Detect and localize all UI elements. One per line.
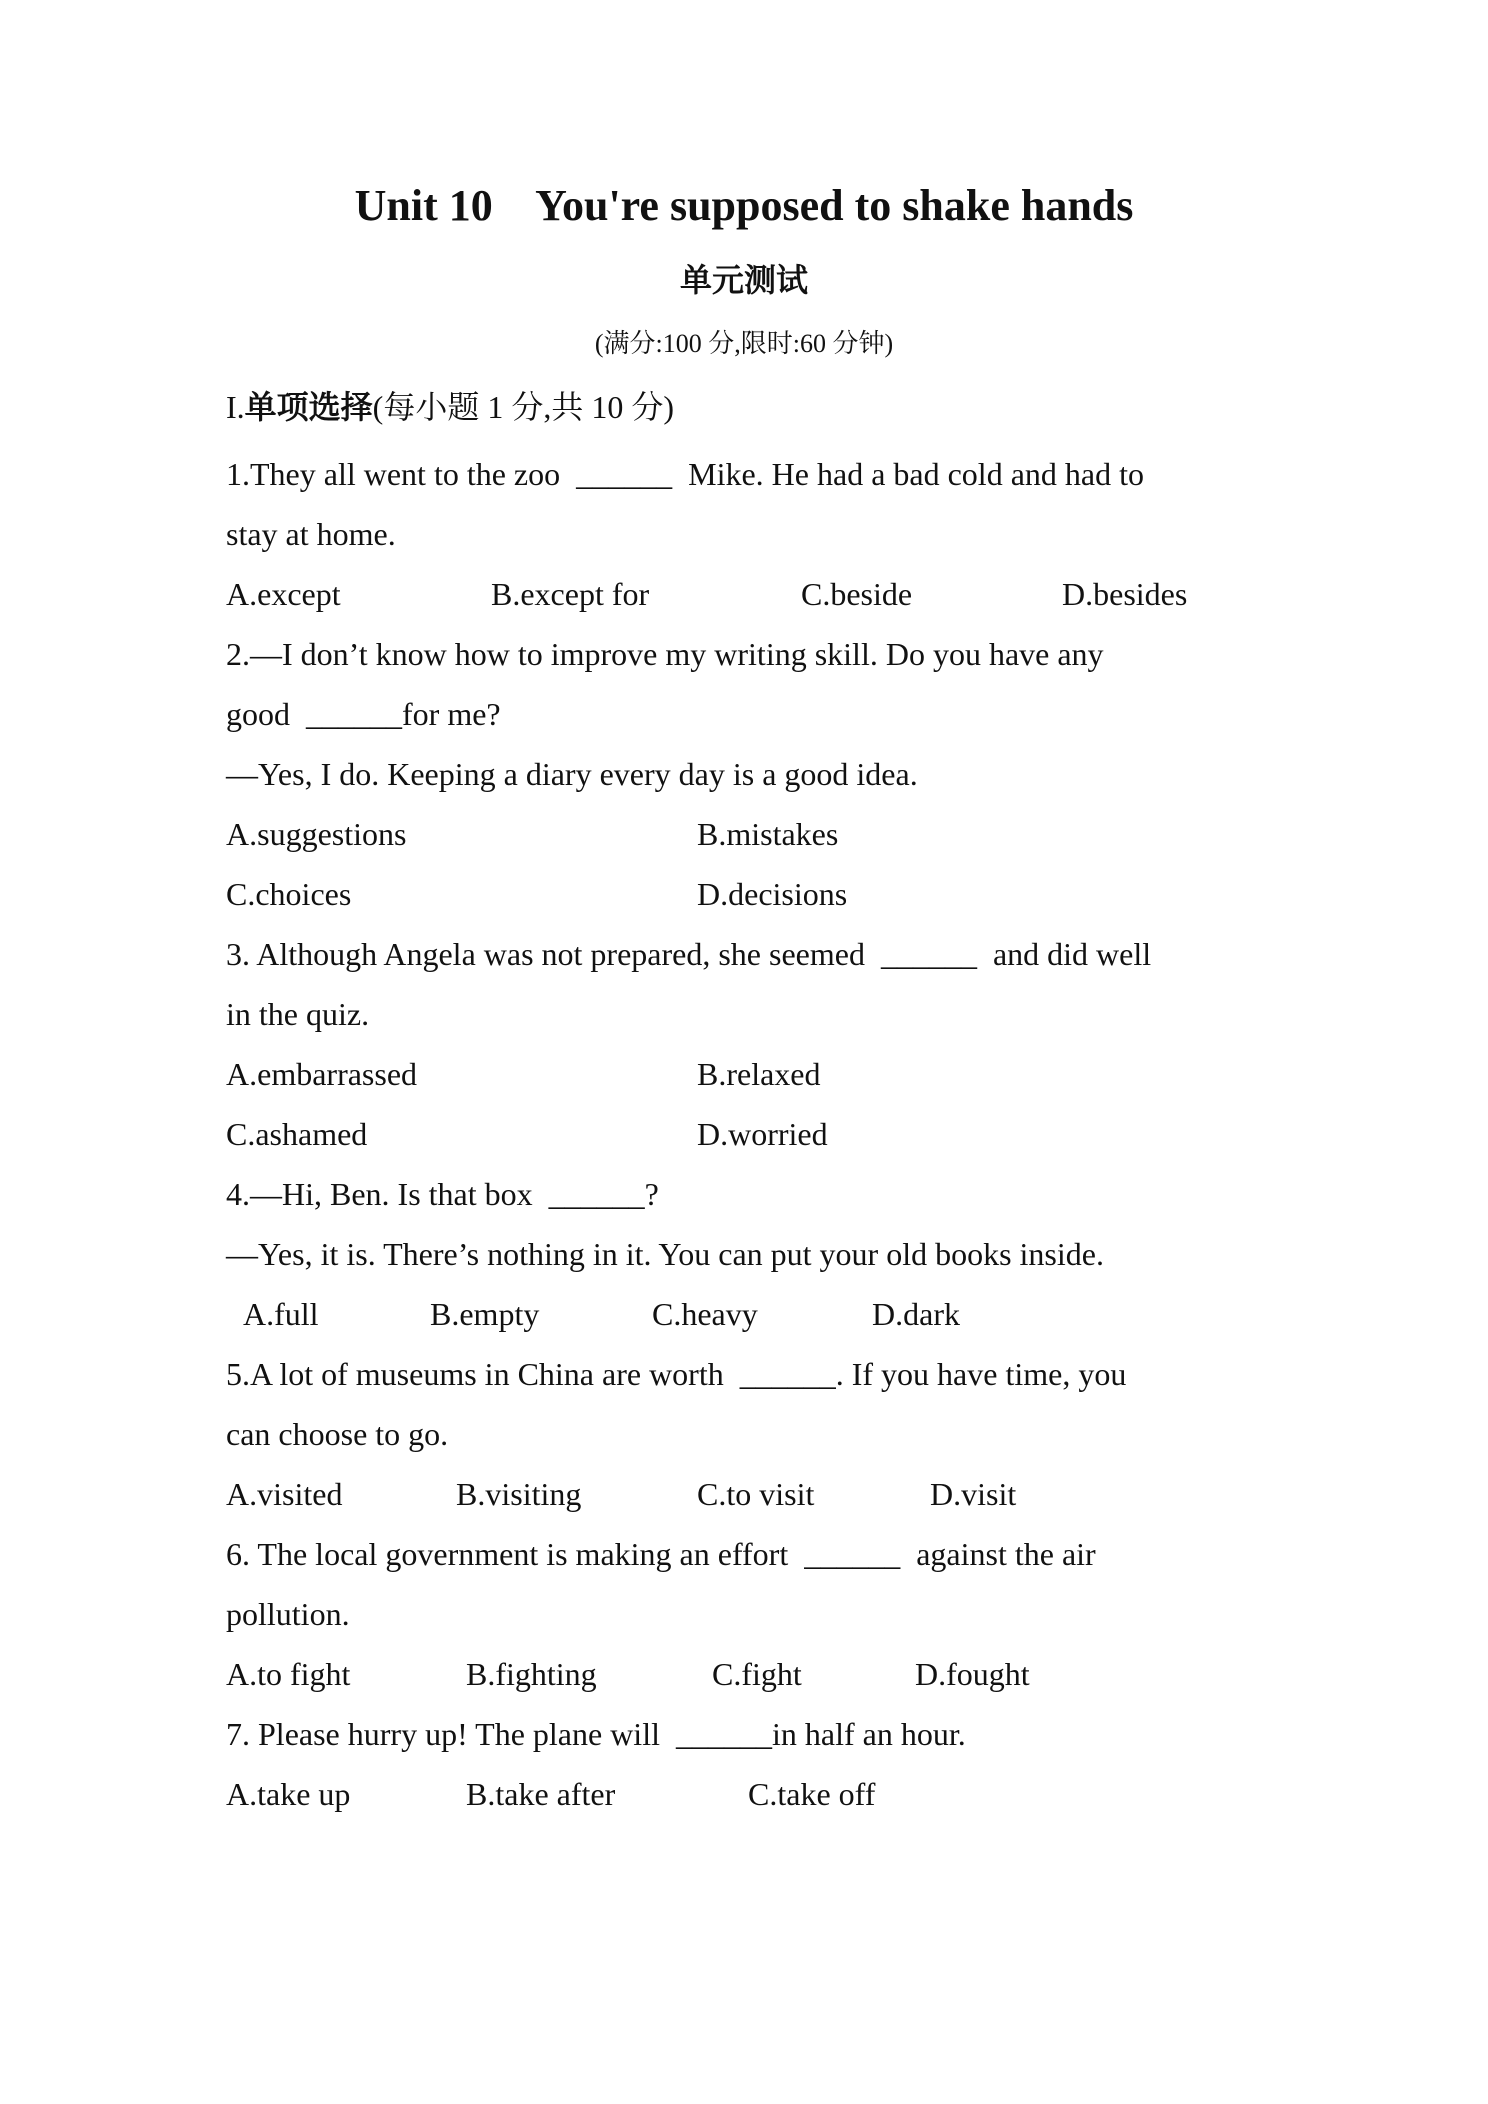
question-3-option-a: A.embarrassed — [226, 1056, 418, 1092]
section-number: I. — [226, 389, 245, 425]
question-2-option-c: C.choices — [226, 876, 352, 912]
question-3-option-b: B.relaxed — [697, 1056, 821, 1092]
section-heading — [226, 385, 674, 429]
question-3-option-d: D.worried — [697, 1116, 828, 1152]
section-note: (每小题 1 分,共 10 分) — [372, 389, 674, 425]
question-6-option-c: C.fight — [712, 1656, 802, 1692]
question-2-line-1: 2.—I don’t know how to improve my writing skill. Do you have any — [226, 636, 1104, 672]
question-4-option-a: A.full — [243, 1296, 319, 1332]
question-6-option-b: B.fighting — [466, 1656, 597, 1692]
question-7-option-b: B.take after — [466, 1776, 616, 1812]
question-4-line-2: —Yes, it is. There’s nothing in it. You can put your old books inside. — [226, 1236, 1104, 1272]
question-1-option-d: D.besides — [1062, 576, 1188, 612]
question-5-option-d: D.visit — [930, 1476, 1017, 1512]
section-title: 单项选择 — [244, 389, 373, 425]
question-3-line-1: 3. Although Angela was not prepared, she seemed ______ and did well — [226, 936, 1152, 972]
question-6-line-2: pollution. — [226, 1596, 350, 1632]
question-3-option-c: C.ashamed — [226, 1116, 368, 1152]
question-1-option-a: A.except — [226, 576, 341, 612]
question-2-option-d: D.decisions — [697, 876, 848, 912]
question-4-option-d: D.dark — [872, 1296, 960, 1332]
question-2-option-a: A.suggestions — [226, 816, 407, 852]
question-1-option-b: B.except for — [491, 576, 650, 612]
question-7-option-c: C.take off — [748, 1776, 876, 1812]
question-2-line-3: —Yes, I do. Keeping a diary every day is a good idea. — [226, 756, 918, 792]
question-1-option-c: C.beside — [801, 576, 913, 612]
question-2-line-2: good ______for me? — [226, 696, 501, 732]
question-7-option-a: A.take up — [226, 1776, 351, 1812]
question-1-line-2: stay at home. — [226, 516, 396, 552]
question-7-line-1: 7. Please hurry up! The plane will ______in half an hour. — [226, 1716, 966, 1752]
question-6-line-1: 6. The local government is making an effort ______ against the air — [226, 1536, 1096, 1572]
question-5-line-1: 5.A lot of museums in China are worth ______. If you have time, you — [226, 1356, 1127, 1392]
document-subtitle: 单元测试 — [679, 262, 808, 298]
question-4-line-1: 4.—Hi, Ben. Is that box ______? — [226, 1176, 659, 1212]
scoring-info: (满分:100 分,限时:60 分钟) — [594, 329, 894, 358]
question-6-option-d: D.fought — [915, 1656, 1030, 1692]
question-5-option-a: A.visited — [226, 1476, 343, 1512]
question-6-option-a: A.to fight — [226, 1656, 351, 1692]
question-3-line-2: in the quiz. — [226, 996, 370, 1032]
question-2-option-b: B.mistakes — [697, 816, 839, 852]
document-title: Unit 10 You're supposed to shake hands — [354, 181, 1134, 230]
question-5-option-b: B.visiting — [456, 1476, 582, 1512]
question-5-line-2: can choose to go. — [226, 1416, 449, 1452]
question-4-option-b: B.empty — [430, 1296, 540, 1332]
question-5-option-c: C.to visit — [697, 1476, 815, 1512]
question-1-line-1: 1.They all went to the zoo ______ Mike. He had a bad cold and had to — [226, 456, 1144, 492]
question-4-option-c: C.heavy — [652, 1296, 758, 1332]
